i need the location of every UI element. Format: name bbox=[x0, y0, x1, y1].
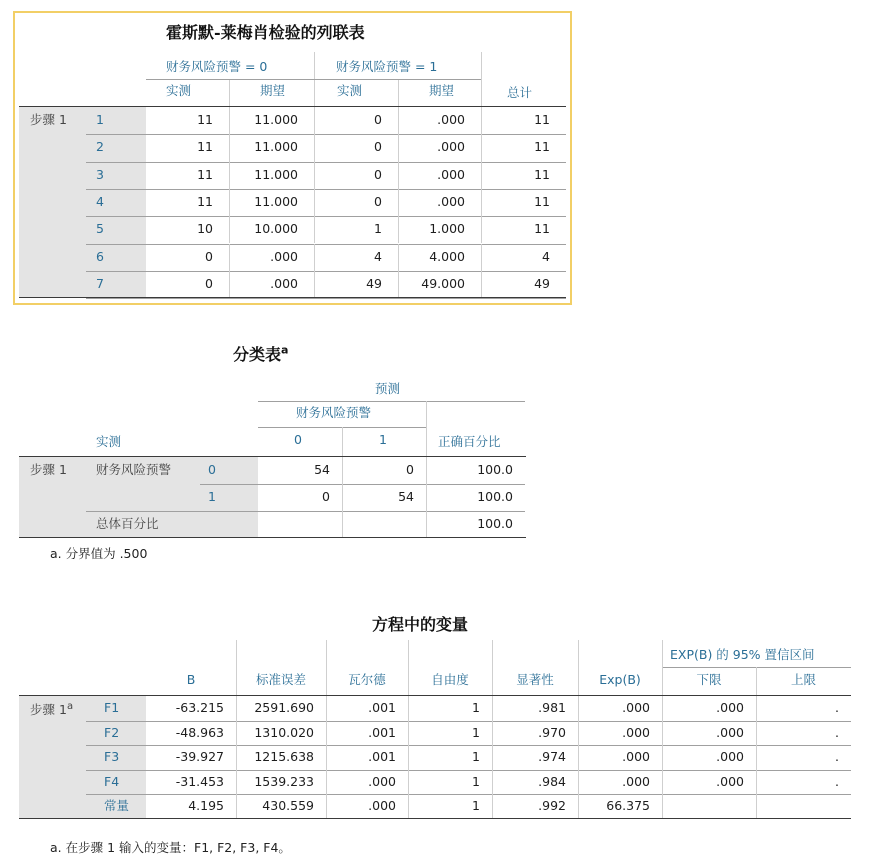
table3-cell: .000 bbox=[622, 724, 650, 740]
table1-cell-divider bbox=[314, 216, 315, 243]
table1-cell: .000 bbox=[437, 139, 465, 155]
table1-title: 霍斯默-莱梅肖检验的列联表 bbox=[166, 23, 365, 42]
table1-cell: 1.000 bbox=[429, 221, 465, 237]
table1-cell: .000 bbox=[270, 248, 298, 264]
table2-header-rule bbox=[258, 401, 525, 402]
table1-cell-divider bbox=[398, 162, 399, 189]
table1-cell: 0 bbox=[374, 166, 382, 182]
table2-step-label: 步骤 1 bbox=[30, 462, 67, 477]
table3-cell-divider bbox=[756, 721, 757, 746]
table3-cell-divider bbox=[408, 696, 409, 721]
table1-row-label: 4 bbox=[96, 193, 104, 209]
table1-row-label: 6 bbox=[96, 248, 104, 264]
table3-col-header: 显著性 bbox=[516, 672, 554, 687]
table1-cell-divider bbox=[229, 244, 230, 271]
table3-cell: . bbox=[835, 700, 839, 715]
table3-cell: .000 bbox=[622, 700, 650, 715]
table2-row-label: 0 bbox=[208, 462, 216, 477]
table3-cell-divider bbox=[326, 794, 327, 819]
table2-row-var: 财务风险预警 bbox=[96, 462, 172, 477]
table2-cell: 0 bbox=[322, 489, 330, 504]
table1-cell-divider bbox=[229, 162, 230, 189]
table3-row-label: F2 bbox=[104, 724, 120, 740]
table2-header-divider bbox=[426, 401, 427, 457]
table1-cell: 11 bbox=[197, 166, 213, 182]
table3-cell-divider bbox=[408, 721, 409, 746]
table1-cell: 0 bbox=[205, 248, 213, 264]
table1-cell-divider bbox=[314, 107, 315, 134]
table1-cell-divider bbox=[229, 107, 230, 134]
table3-cell-divider bbox=[578, 770, 579, 795]
table3-cell-divider bbox=[326, 696, 327, 721]
table1-cell: 4 bbox=[542, 248, 550, 264]
table1-cell-divider bbox=[481, 134, 482, 161]
table1-cell-divider bbox=[481, 162, 482, 189]
table3-cell: -63.215 bbox=[175, 700, 224, 715]
table1-total-header: 总计 bbox=[507, 85, 533, 100]
table3-footnote: a. 在步骤 1 输入的变量：F1, F2, F3, F4。 bbox=[50, 840, 291, 855]
table1-header-divider bbox=[481, 80, 482, 106]
table1-group0-header: 财务风险预警 = 0 bbox=[166, 59, 268, 74]
table2-cell-divider bbox=[426, 484, 427, 511]
table1-cell: 10 bbox=[197, 221, 213, 237]
table3-cell: .000 bbox=[622, 749, 650, 765]
table3-cell bbox=[756, 793, 839, 819]
table3-cell: .992 bbox=[538, 798, 566, 814]
table1-cell: 1 bbox=[374, 221, 382, 237]
table1-cell-divider bbox=[398, 244, 399, 271]
table3-cell-divider bbox=[236, 745, 237, 770]
table1-row-rule bbox=[86, 298, 566, 299]
table3-cell-divider bbox=[492, 696, 493, 721]
table1-cell-divider bbox=[398, 216, 399, 243]
table3-cell: 1 bbox=[472, 724, 480, 740]
table3-cell: 1 bbox=[472, 798, 480, 814]
table1-subheader: 实测 bbox=[166, 83, 192, 98]
table1-cell: 49 bbox=[534, 275, 550, 291]
table2-header-divider bbox=[342, 427, 343, 457]
table3-cell-divider bbox=[756, 745, 757, 770]
table1-cell: 49.000 bbox=[421, 275, 465, 291]
table3-cell-divider bbox=[662, 794, 663, 819]
table1-cell: .000 bbox=[437, 193, 465, 209]
table3-cell: .001 bbox=[368, 700, 396, 715]
table1-header-divider bbox=[314, 80, 315, 106]
table3-cell-divider bbox=[492, 745, 493, 770]
table3-cell: .000 bbox=[368, 798, 396, 814]
table1-cell: 4.000 bbox=[429, 248, 465, 264]
table2-cell-divider bbox=[426, 511, 427, 538]
table3-cell-divider bbox=[756, 696, 757, 721]
table3-cell: 1310.020 bbox=[254, 724, 314, 740]
table2-cell: 100.0 bbox=[477, 462, 513, 477]
table1-cell-divider bbox=[398, 189, 399, 216]
table2-row-label: 1 bbox=[208, 489, 216, 504]
table3-cell: -39.927 bbox=[175, 749, 224, 765]
table1-cell-divider bbox=[481, 189, 482, 216]
table3-col-header: 标准误差 bbox=[255, 672, 306, 687]
table1-cell: 0 bbox=[205, 275, 213, 291]
table3-cell-divider bbox=[662, 770, 663, 795]
table3-col-header: 上限 bbox=[790, 672, 816, 687]
table2-cell-divider bbox=[342, 484, 343, 511]
table3-cell-divider bbox=[492, 770, 493, 795]
table1-cell-divider bbox=[481, 244, 482, 271]
table3-step-label: 步骤 1$^a$ bbox=[30, 701, 74, 718]
table1-cell-divider bbox=[314, 189, 315, 216]
table3-cell: .000 bbox=[368, 773, 396, 789]
table3-row-label: F3 bbox=[104, 749, 120, 765]
table1-cell: 11.000 bbox=[254, 193, 298, 209]
table3-cell: .974 bbox=[538, 749, 566, 765]
table1-header-divider bbox=[314, 52, 315, 80]
table3-cell: .970 bbox=[538, 724, 566, 740]
table3-cell-divider bbox=[578, 721, 579, 746]
table2-var-header: 财务风险预警 bbox=[296, 405, 372, 420]
table3-cell-divider bbox=[236, 721, 237, 746]
table3-cell: .984 bbox=[538, 773, 566, 789]
table1-cell-divider bbox=[398, 134, 399, 161]
table1-row-label: 1 bbox=[96, 112, 104, 127]
table3-row-label: F4 bbox=[104, 773, 120, 789]
table3-cell: . bbox=[835, 724, 839, 740]
table3-cell: 1 bbox=[472, 749, 480, 765]
table1-cell: 11 bbox=[534, 139, 550, 155]
table2-cell: 100.0 bbox=[477, 489, 513, 504]
table2-cell: 54 bbox=[398, 489, 414, 504]
table3-cell: 430.559 bbox=[262, 798, 314, 814]
table2-title: 分类表$^a$ bbox=[233, 343, 289, 364]
table3-cell: .000 bbox=[622, 773, 650, 789]
table3-cell: .001 bbox=[368, 749, 396, 765]
table1-header-divider bbox=[229, 80, 230, 106]
table1-cell-divider bbox=[314, 244, 315, 271]
table1-cell-divider bbox=[481, 216, 482, 243]
table1-cell: .000 bbox=[437, 112, 465, 127]
table2-cell: 0 bbox=[406, 462, 414, 477]
table3-cell-divider bbox=[326, 770, 327, 795]
table1-cell: 4 bbox=[374, 248, 382, 264]
table1-cell-divider bbox=[314, 162, 315, 189]
table3-col-header: Exp(B) bbox=[599, 672, 641, 687]
table1-bottom-rule bbox=[19, 297, 566, 298]
table1-cell-divider bbox=[314, 134, 315, 161]
table3-col-header: 瓦尔德 bbox=[348, 672, 386, 687]
table3-cell-divider bbox=[408, 794, 409, 819]
table3-col-header: B bbox=[186, 672, 196, 687]
table3-bottom-rule bbox=[19, 818, 851, 819]
table1-cell-divider bbox=[481, 271, 482, 298]
table3-cell-divider bbox=[578, 696, 579, 721]
table3-cell-divider bbox=[326, 721, 327, 746]
table1-header-divider bbox=[481, 52, 482, 80]
table1-cell: 11 bbox=[197, 112, 213, 127]
table3-cell-divider bbox=[662, 745, 663, 770]
table3-cell-divider bbox=[492, 721, 493, 746]
table1-header-divider bbox=[398, 80, 399, 106]
table1-row-label: 7 bbox=[96, 275, 104, 291]
table3-cell-divider bbox=[408, 745, 409, 770]
table3-cell: .000 bbox=[716, 749, 744, 765]
table1-row-header-bg bbox=[19, 107, 146, 298]
table1-header-rule bbox=[146, 79, 481, 80]
table2-observed-header: 实测 bbox=[96, 434, 122, 449]
table3-cell: 1 bbox=[472, 700, 480, 715]
table3-cell bbox=[662, 793, 744, 819]
table3-ci-header: EXP(B) 的 95% 置信区间 bbox=[670, 647, 815, 662]
table2-footnote: a. 分界值为 .500 bbox=[50, 546, 148, 561]
table1-cell: 11 bbox=[534, 221, 550, 237]
table1-cell: 49 bbox=[366, 275, 382, 291]
table1-group1-header: 财务风险预警 = 1 bbox=[336, 59, 438, 74]
table3-cell-divider bbox=[326, 745, 327, 770]
table3-cell: .000 bbox=[716, 724, 744, 740]
table3-cell: -48.963 bbox=[175, 724, 224, 740]
table1-cell: 0 bbox=[374, 112, 382, 127]
table2-cell-divider bbox=[426, 457, 427, 484]
table1-cell: .000 bbox=[270, 275, 298, 291]
table1-cell: 0 bbox=[374, 139, 382, 155]
table1-cell: 11.000 bbox=[254, 112, 298, 127]
table1-cell-divider bbox=[229, 271, 230, 298]
table3-cell-divider bbox=[492, 794, 493, 819]
table1-subheader: 期望 bbox=[429, 83, 455, 98]
table2-predicted-header: 预测 bbox=[375, 381, 401, 396]
table3-cell: .000 bbox=[716, 773, 744, 789]
table1-cell: 11 bbox=[534, 112, 550, 127]
table1-cell-divider bbox=[398, 107, 399, 134]
table3-cell-divider bbox=[662, 696, 663, 721]
table1-cell: 11.000 bbox=[254, 139, 298, 155]
table1-cell-divider bbox=[398, 271, 399, 298]
table1-cell: 11 bbox=[197, 193, 213, 209]
table3-cell: .001 bbox=[368, 724, 396, 740]
table3-cell: 66.375 bbox=[606, 798, 650, 814]
table3-cell-divider bbox=[662, 721, 663, 746]
table1-cell: .000 bbox=[437, 166, 465, 182]
table1-step-label: 步骤 1 bbox=[30, 112, 67, 127]
table2-overall-pct: 100.0 bbox=[477, 516, 513, 531]
table3-cell-divider bbox=[578, 794, 579, 819]
table3-cell: 4.195 bbox=[188, 798, 224, 814]
table2-bottom-rule bbox=[19, 537, 526, 538]
table1-cell-divider bbox=[229, 134, 230, 161]
table1-cell: 0 bbox=[374, 193, 382, 209]
table3-cell-divider bbox=[236, 770, 237, 795]
table3-cell: 1215.638 bbox=[254, 749, 314, 765]
table1-subheader: 期望 bbox=[260, 83, 286, 98]
table1-cell: 11 bbox=[534, 166, 550, 182]
table3-col-header: 下限 bbox=[696, 672, 722, 687]
table1-row-label: 3 bbox=[96, 166, 104, 182]
table3-cell: -31.453 bbox=[175, 773, 224, 789]
table1-cell-divider bbox=[314, 271, 315, 298]
table1-cell: 11.000 bbox=[254, 166, 298, 182]
table3-row-label: 常量 bbox=[104, 798, 130, 814]
table2-col0-header: 0 bbox=[294, 432, 302, 447]
table3-cell: 2591.690 bbox=[254, 700, 314, 715]
table3-cell: . bbox=[835, 773, 839, 789]
table2-pct-header: 正确百分比 bbox=[438, 434, 501, 449]
table3-row-label: F1 bbox=[104, 700, 120, 715]
table3-cell-divider bbox=[236, 794, 237, 819]
table1-row-label: 5 bbox=[96, 221, 104, 237]
table3-cell-divider bbox=[408, 770, 409, 795]
table3-cell: . bbox=[835, 749, 839, 765]
table1-cell: 10.000 bbox=[254, 221, 298, 237]
table1-cell: 11 bbox=[534, 193, 550, 209]
table1-subheader: 实测 bbox=[337, 83, 363, 98]
table3-cell: 1 bbox=[472, 773, 480, 789]
table3-cell-divider bbox=[756, 770, 757, 795]
table1-row-label: 2 bbox=[96, 139, 104, 155]
table1-cell-divider bbox=[229, 216, 230, 243]
table3-cell: 1539.233 bbox=[254, 773, 314, 789]
table1-cell-divider bbox=[481, 107, 482, 134]
table3-cell-divider bbox=[236, 696, 237, 721]
table3-cell-divider bbox=[756, 794, 757, 819]
table2-overall-label: 总体百分比 bbox=[96, 516, 159, 531]
table3-cell-divider bbox=[578, 745, 579, 770]
table1-cell: 11 bbox=[197, 139, 213, 155]
table3-cell: .000 bbox=[716, 700, 744, 715]
table3-title: 方程中的变量 bbox=[372, 615, 469, 634]
table2-cell: 54 bbox=[314, 462, 330, 477]
table3-cell: .981 bbox=[538, 700, 566, 715]
table2-cell-divider bbox=[342, 511, 343, 538]
table2-cell-divider bbox=[342, 457, 343, 484]
table3-col-header: 自由度 bbox=[431, 672, 469, 687]
table2-col1-header: 1 bbox=[379, 432, 387, 447]
table1-cell-divider bbox=[229, 189, 230, 216]
